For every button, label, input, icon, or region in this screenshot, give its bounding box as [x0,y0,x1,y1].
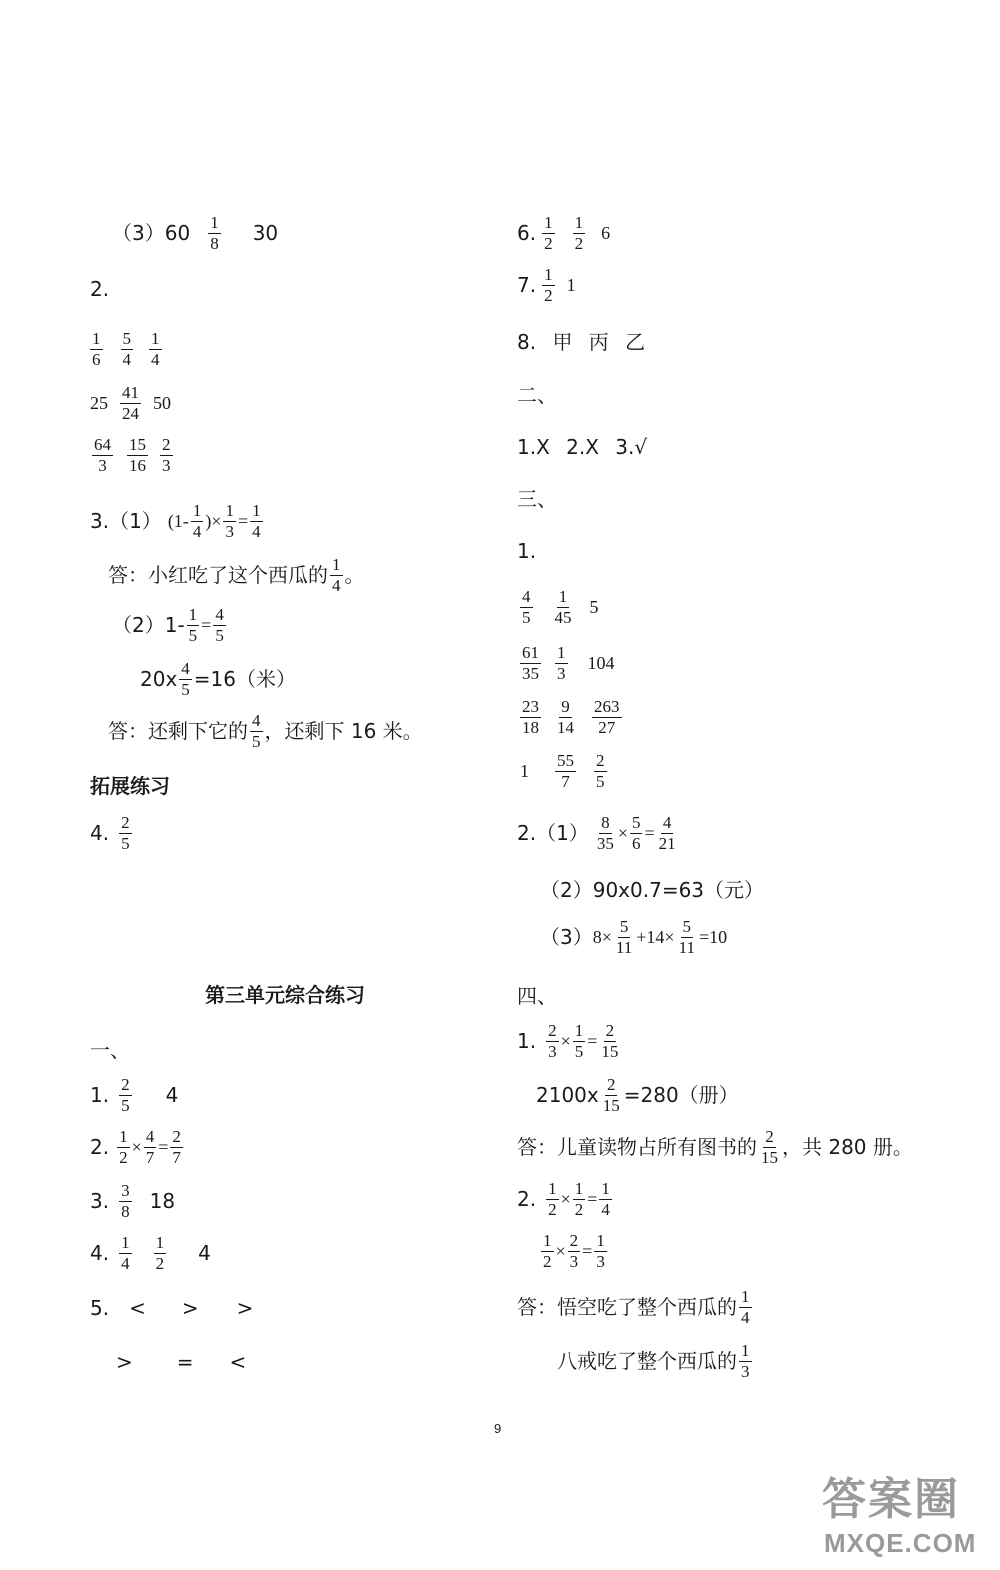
section-3-label: 三、 [517,487,557,511]
fraction: $\frac{4}{7}$ [145,1127,155,1167]
compare-sign: > [236,1296,254,1320]
operator: (1- [167,511,189,532]
s3-2-2-line: （2）90x0.7=63（元） [540,878,765,902]
grid-value: 104 [587,653,615,674]
fraction: $\frac{23}{18}$ [522,697,539,737]
p5-line-2 [116,1352,246,1372]
fraction: $\frac{1}{5}$ [574,1021,584,1061]
item-label: 1. [517,1029,537,1054]
q3-1-label: 3.（1） [90,509,162,534]
item-label: 2.（1） [517,821,589,846]
fraction: $\frac{41}{24}$ [122,383,139,423]
answer-text: 答：还剩下它的 [108,719,248,744]
grid-value: 5 [589,597,599,618]
fraction: $\frac{2}{5}$ [121,813,130,853]
fraction: $\frac{4}{5}$ [215,605,224,645]
grid-value: 25 [90,393,108,414]
item-label: 2. [90,1135,110,1160]
operator: = [587,1031,598,1052]
section-1-label: 一、 [90,1038,130,1062]
fraction: $\frac{3}{8}$ [121,1181,130,1221]
fraction: $\frac{5}{11}$ [615,917,633,957]
item-label: 3. [90,1189,110,1214]
fraction: $\frac{1}{3}$ [596,1231,605,1271]
item-label: 5. [90,1296,110,1320]
fraction: $\frac{1}{2}$ [544,265,553,305]
fraction: $\frac{1}{4}$ [741,1287,750,1327]
item-label: 6. [517,221,537,246]
answer-text: 答：儿童读物占所有图书的 [517,1135,757,1160]
fraction: $\frac{1}{3}$ [225,501,234,541]
fraction: $\frac{5}{6}$ [631,813,641,853]
fraction: $\frac{1}{2}$ [574,213,584,253]
operator: × [555,1241,566,1262]
item-tail: 4 [165,1083,179,1108]
s4-answer-2 [517,1288,754,1327]
fraction: $\frac{1}{45}$ [554,587,572,627]
section-2-label: 二、 [517,383,557,407]
q4-line [90,814,134,853]
operator: = [158,1137,169,1158]
fraction: $\frac{1}{6}$ [92,329,101,369]
fraction: $\frac{1}{4}$ [332,555,341,595]
compare-sign: > [116,1350,133,1374]
grid-value: 50 [153,393,171,414]
item-tail: 1 [566,275,576,296]
q2-label: 2. [90,277,110,301]
q3-2-line [112,606,228,645]
item-label: 4. [90,1241,110,1266]
compare-sign: > [181,1296,199,1320]
item-label: 2. [517,1187,537,1212]
grid-value: 1 [520,761,529,782]
operator: × [131,1137,142,1158]
compare-sign: < [129,1296,146,1320]
fraction: $\frac{5}{11}$ [678,917,695,957]
fraction: $\frac{55}{7}$ [557,751,574,791]
operator: = [644,823,655,844]
left-grid-row-2 [90,384,171,423]
s4-2-line-2 [539,1232,609,1271]
item-tail: 6 [601,223,611,244]
operator: = [237,511,249,532]
fraction: $\frac{1}{4}$ [151,329,160,369]
item-tail: 18 [149,1189,176,1214]
p5-line [90,1298,253,1318]
q3-1-line [90,502,265,541]
fraction: $\frac{1}{3}$ [741,1341,750,1381]
s4-2-line [517,1180,614,1219]
fraction: $\frac{1}{4}$ [192,501,202,541]
operator: = [201,615,212,636]
fraction: $\frac{9}{14}$ [557,697,574,737]
operator: 8× [592,927,612,948]
fraction: $\frac{8}{35}$ [596,813,614,853]
right-grid-row-4 [520,752,609,791]
answer-text: 答：小红吃了这个西瓜的 [108,563,328,588]
fraction: $\frac{4}{21}$ [658,813,676,853]
answer-end: ，共 280 册。 [782,1135,913,1160]
q3-2-label: （2）1- [112,613,185,638]
fraction: $\frac{1}{2}$ [544,213,553,253]
left-grid-row-3 [90,436,175,475]
operator: × [560,1189,571,1210]
r6-line [517,214,610,253]
watermark-url: MXQE.COM [824,1528,977,1558]
calc-post: =280（册） [623,1083,739,1108]
q4-label: 4. [90,821,110,846]
operator: × [617,823,628,844]
calc-post: =16（米） [193,667,297,692]
operator: = [587,1189,598,1210]
answer-1 [108,556,365,595]
answer-end: 。 [344,563,365,588]
fraction: $\frac{2}{5}$ [121,1075,130,1115]
fraction: $\frac{2}{15}$ [761,1127,778,1167]
right-grid-row-1 [518,588,599,627]
fraction: $\frac{1}{4}$ [121,1233,130,1273]
p3-line [90,1182,175,1221]
true-false-answers: 1.X 2.X 3.√ [517,435,648,459]
fraction: $\frac{2}{5}$ [596,751,605,791]
fraction: $\frac{2}{15}$ [602,1075,620,1115]
operator: × [560,1031,571,1052]
section-4-label: 四、 [517,984,557,1008]
answer-end: ，还剩下 16 米。 [264,719,423,744]
operator: = [582,1241,593,1262]
compare-sign: = [176,1350,194,1374]
fraction: $\frac{15}{16}$ [129,435,146,475]
fraction: $\frac{5}{4}$ [122,329,131,369]
operator: =10 [698,927,728,948]
answer-text: 答：悟空吃了整个西瓜的 [517,1295,737,1320]
q1-3-line [112,214,278,253]
item-label: 1. [90,1083,110,1108]
right-grid-row-3 [518,698,624,737]
item-tail: 4 [198,1241,211,1266]
calc-line [140,660,296,699]
left-grid-row-1 [88,330,164,369]
q1-3-tail: 30 [252,221,279,246]
compare-sign: < [229,1350,247,1374]
operator: )× [205,511,222,532]
p2-line [90,1128,185,1167]
s4-1-line [517,1022,622,1061]
watermark-logo: 答案圈 [822,1475,960,1524]
fraction: $\frac{64}{3}$ [94,435,111,475]
fraction: $\frac{1}{2}$ [119,1127,128,1167]
fraction: $\frac{1}{2}$ [574,1179,584,1219]
page-number: 9 [494,1421,502,1436]
fraction: $\frac{61}{35}$ [522,643,539,683]
s3-2-3-line [540,918,727,957]
item-label: 7. [517,273,537,298]
operator: +14× [636,927,675,948]
fraction: $\frac{1}{4}$ [601,1179,610,1219]
fraction: $\frac{1}{5}$ [188,605,198,645]
fraction: $\frac{1}{3}$ [557,643,566,683]
fraction: $\frac{4}{5}$ [252,711,261,751]
fraction: $\frac{1}{8}$ [210,213,219,253]
answer-text: 八戒吃了整个西瓜的 [557,1349,737,1374]
fraction: $\frac{2}{3}$ [548,1021,557,1061]
s3-2-1-line [517,814,680,853]
r7-line [517,266,576,305]
p4-line [90,1234,211,1273]
section-title-extension: 拓展练习 [90,774,170,798]
unit-title: 第三单元综合练习 [205,983,365,1007]
calc-pre: 20x [140,667,178,692]
fraction: $\frac{1}{4}$ [252,501,261,541]
fraction: $\frac{2}{3}$ [569,1231,579,1271]
fraction: $\frac{1}{2}$ [548,1179,557,1219]
right-grid-row-2 [518,644,615,683]
fraction: $\frac{4}{5}$ [181,659,190,699]
fraction: $\frac{1}{2}$ [155,1233,165,1273]
r8-line: 8. 甲 丙 乙 [517,330,646,354]
s3-1-label: 1. [517,539,537,563]
fraction: $\frac{4}{5}$ [522,587,531,627]
q1-3-label: （3）60 [112,221,191,246]
p1-line [90,1076,178,1115]
fraction: $\frac{2}{7}$ [172,1127,181,1167]
fraction: $\frac{2}{3}$ [162,435,171,475]
s4-answer-3 [557,1342,754,1381]
fraction: $\frac{2}{15}$ [601,1021,619,1061]
fraction: $\frac{1}{2}$ [543,1231,552,1271]
calc-pre: 2100x [536,1083,599,1108]
item-label: （3） [540,925,593,950]
s4-answer-1 [517,1128,913,1167]
s4-1-calc-line [536,1076,739,1115]
answer-2 [108,712,423,751]
fraction: $\frac{263}{27}$ [594,697,620,737]
